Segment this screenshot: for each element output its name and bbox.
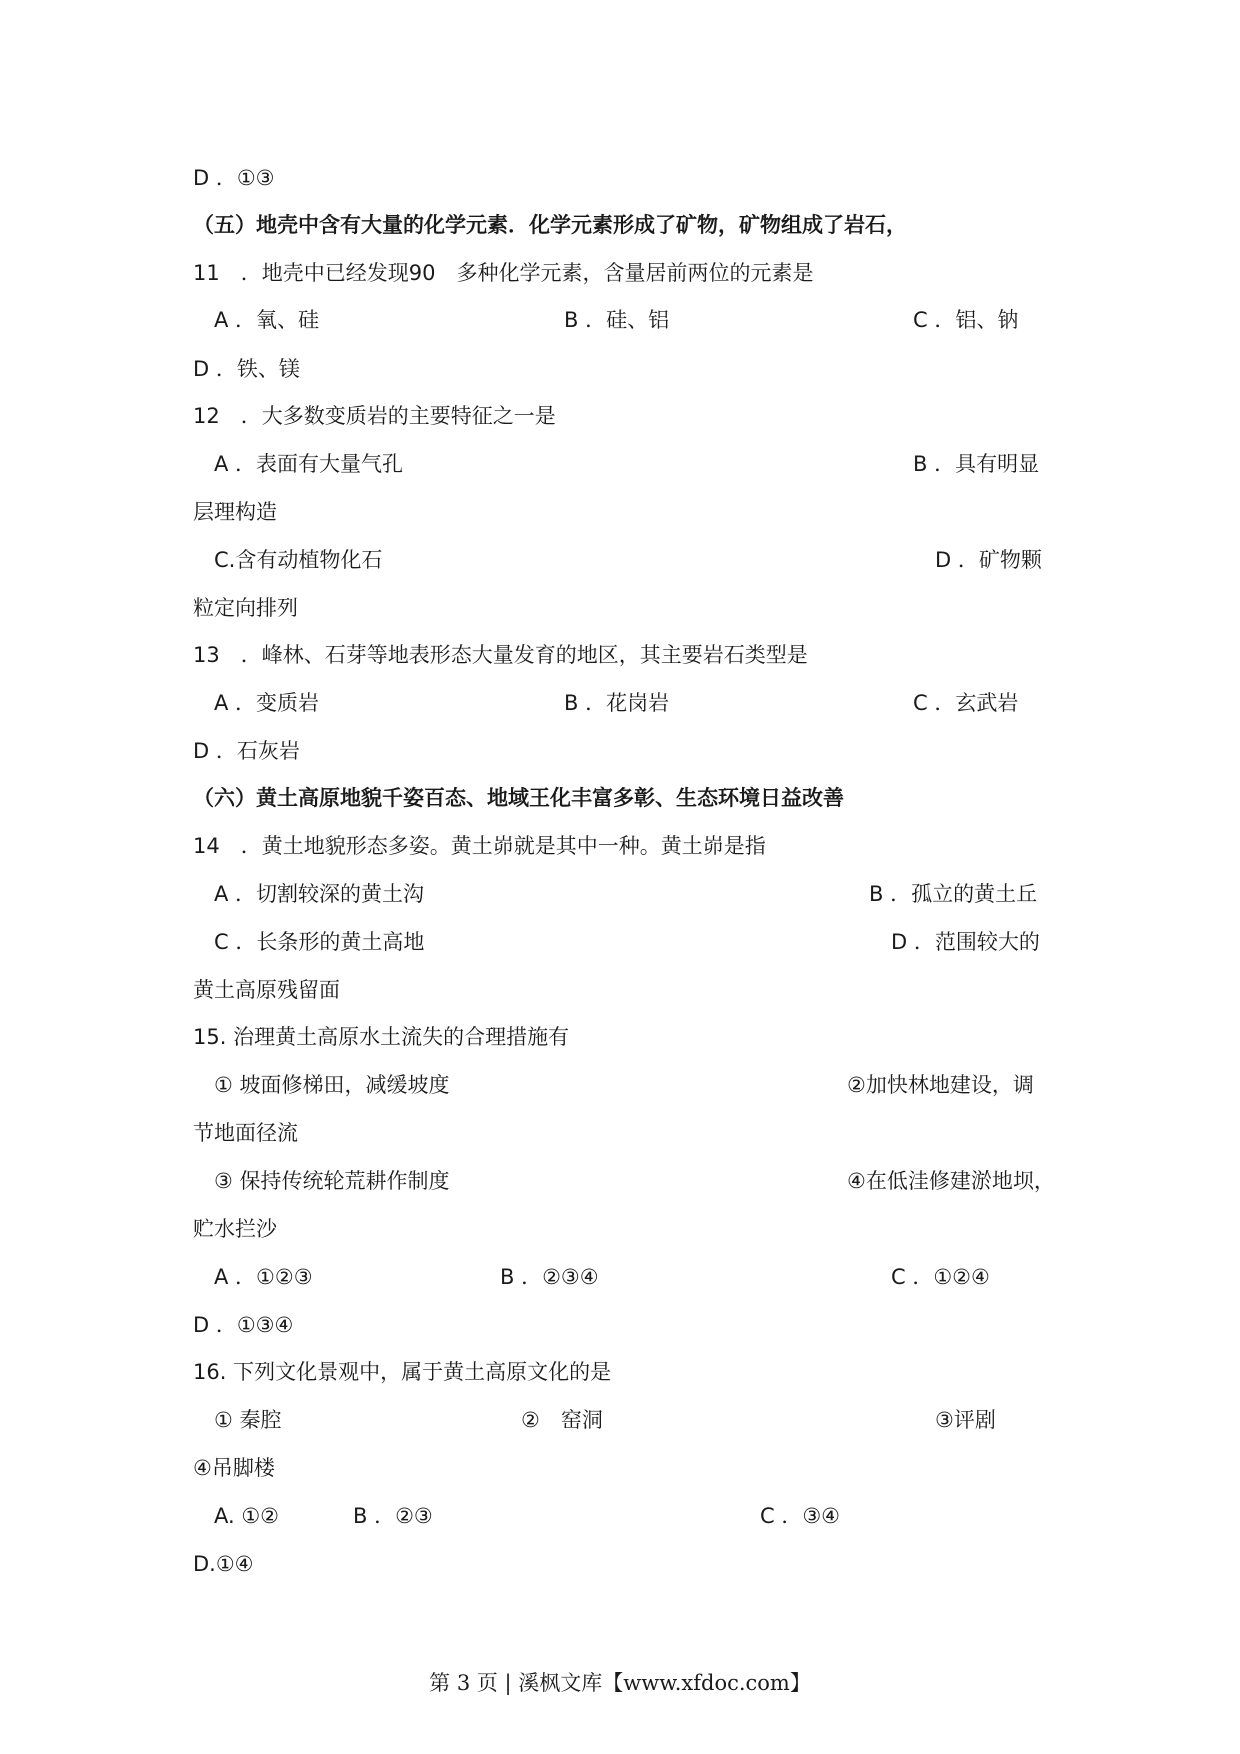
q16-item-4: ④吊脚楼: [193, 1456, 275, 1480]
q15-item-4: ④在低洼修建淤地坝，: [847, 1169, 1055, 1193]
q14-option-d-cont: 黄土高原残留面: [193, 978, 340, 1002]
section6-heading: （六）黄土高原地貌千姿百态、地域王化丰富多彰、生态环境日益改善: [193, 786, 844, 810]
q11-option-c: C ．铝、钠: [913, 308, 1019, 332]
q16-stem: 16. 下列文化景观中，属于黄土高原文化的是: [193, 1360, 612, 1384]
q10-option-d: D ．①③: [193, 166, 275, 190]
q11-stem: 11 ．地壳中已经发现90 多种化学元素，含量居前两位的元素是: [193, 261, 814, 285]
q12-option-b-cont: 层理构造: [193, 500, 277, 524]
q15-item-4-cont: 贮水拦沙: [193, 1217, 277, 1241]
q14-option-b: B ．孤立的黄土丘: [869, 882, 1038, 906]
q16-option-c: C ．③④: [760, 1504, 840, 1528]
q11-option-d: D ．铁、镁: [193, 357, 300, 381]
q16-option-b: B ．②③: [353, 1504, 433, 1528]
q12-option-b: B ．具有明显: [913, 452, 1040, 476]
q11-option-b: B ．硅、铝: [564, 308, 670, 332]
q16-option-a: A. ①②: [214, 1504, 279, 1528]
q15-item-2-cont: 节地面径流: [193, 1121, 298, 1145]
q13-option-a: A ．变质岩: [214, 691, 320, 715]
q12-option-d: D ．矿物颗: [935, 548, 1042, 572]
q15-item-3: ③ 保持传统轮荒耕作制度: [214, 1169, 450, 1193]
q13-stem: 13 ．峰林、石芽等地表形态大量发育的地区，其主要岩石类型是: [193, 643, 808, 667]
q14-option-d: D ．范围较大的: [891, 930, 1040, 954]
q12-option-a: A ．表面有大量气孔: [214, 452, 404, 476]
section5-heading: （五）地壳中含有大量的化学元素．化学元素形成了矿物，矿物组成了岩石，: [193, 213, 907, 237]
q15-option-c: C ．①②④: [891, 1265, 990, 1289]
q16-option-d: D.①④: [193, 1552, 254, 1576]
q13-option-d: D ．石灰岩: [193, 739, 300, 763]
q16-item-2: ② 窑洞: [521, 1408, 603, 1432]
q15-option-a: A ．①②③: [214, 1265, 313, 1289]
q12-option-c: C.含有动植物化石: [214, 548, 383, 572]
q14-stem: 14 ．黄土地貌形态多姿。黄土峁就是其中一种。黄土峁是指: [193, 834, 766, 858]
q13-option-c: C ．玄武岩: [913, 691, 1019, 715]
q14-option-c: C ．长条形的黄土高地: [214, 930, 425, 954]
q12-stem: 12 ．大多数变质岩的主要特征之一是: [193, 404, 556, 428]
q15-stem: 15. 治理黄土高原水土流失的合理措施有: [193, 1025, 570, 1049]
q15-option-d: D ．①③④: [193, 1313, 294, 1337]
q15-option-b: B ．②③④: [500, 1265, 599, 1289]
q14-option-a: A ．切割较深的黄土沟: [214, 882, 425, 906]
q15-item-2: ②加快林地建设，调: [847, 1073, 1034, 1097]
q15-item-1: ① 坡面修梯田，减缓坡度: [214, 1073, 450, 1097]
q12-option-d-cont: 粒定向排列: [193, 596, 298, 620]
q16-item-3: ③评剧: [935, 1408, 996, 1432]
q11-option-a: A ．氧、硅: [214, 308, 320, 332]
q16-item-1: ① 秦腔: [214, 1408, 282, 1432]
page-footer: 第 3 页 | 溪枫文库【www.xfdoc.com】: [429, 1671, 811, 1695]
q13-option-b: B ．花岗岩: [564, 691, 670, 715]
